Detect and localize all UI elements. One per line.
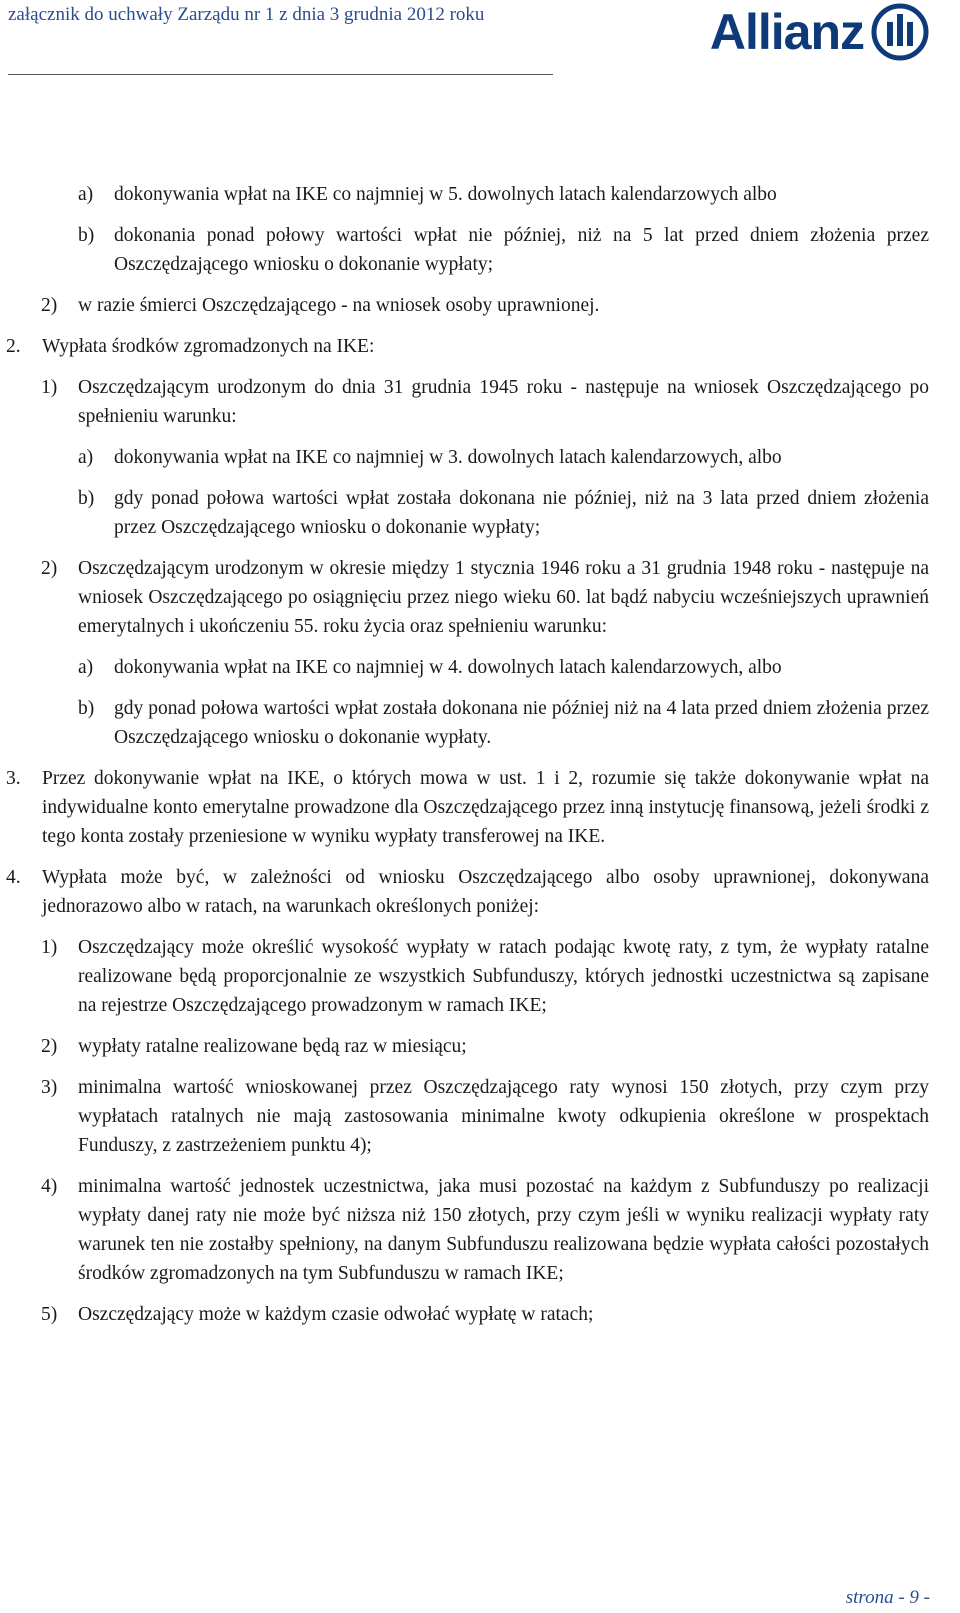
- item-number: 2): [41, 558, 58, 579]
- list-item: [0, 1300, 929, 1329]
- item-number: b): [78, 698, 95, 719]
- item-text: dokonywania wpłat na IKE co najmniej w 5. dowolnych latach kalendarzowych albo: [114, 184, 777, 205]
- item-text: Wypłata może być, w zależności od wniosku Oszczędzającego albo osoby uprawnionej, dokonywana jednorazowo albo w ratach, na warunkach określonych poniżej:: [42, 867, 929, 917]
- list-item: [0, 443, 929, 472]
- item-number: 5): [41, 1304, 58, 1325]
- item-number: 1): [41, 937, 58, 958]
- item-number: 3.: [6, 768, 21, 789]
- list-item: [0, 1032, 929, 1061]
- item-text: Wypłata środków zgromadzonych na IKE:: [42, 336, 375, 357]
- list-item: [0, 180, 929, 209]
- logo-text: Allianz: [709, 4, 864, 60]
- item-text: minimalna wartość wnioskowanej przez Oszczędzającego raty wynosi 150 złotych, przy czym przy wypłatach ratalnych nie mają zastosowania minimalne kwoty odkupienia określone w prospektach Funduszy, z zastrzeżeniem punktu 4);: [78, 1077, 929, 1156]
- list-item: [0, 484, 929, 542]
- allianz-eagle-icon: [870, 2, 930, 62]
- item-text: Przez dokonywanie wpłat na IKE, o których mowa w ust. 1 i 2, rozumie się także dokonywanie wpłat na indywidualne konto emerytalne prowadzone dla Oszczędzającego przez inną instytucję finansową, jeżeli środki z tego konta zostały przeniesione w wyniku wypłaty transferowej na IKE.: [42, 768, 929, 847]
- item-text: gdy ponad połowa wartości wpłat została dokonana nie później, niż na 3 lata przed dniem złożenia przez Oszczędzającego wniosku o dokonanie wypłaty;: [114, 488, 929, 538]
- item-number: 3): [41, 1077, 58, 1098]
- header-note: załącznik do uchwały Zarządu nr 1 z dnia 3 grudnia 2012 roku: [8, 4, 485, 25]
- item-number: 4.: [6, 867, 21, 888]
- page-number: strona - 9 -: [845, 1587, 930, 1608]
- list-item: [0, 653, 929, 682]
- list-item: [0, 1172, 929, 1288]
- item-text: Oszczędzający może w każdym czasie odwołać wypłatę w ratach;: [78, 1304, 594, 1325]
- item-number: b): [78, 225, 95, 246]
- item-number: 4): [41, 1176, 58, 1197]
- item-number: 2): [41, 295, 58, 316]
- item-text: dokonywania wpłat na IKE co najmniej w 3. dowolnych latach kalendarzowych, albo: [114, 447, 782, 468]
- item-text: Oszczędzającym urodzonym do dnia 31 grudnia 1945 roku - następuje na wniosek Oszczędzającego po spełnieniu warunku:: [78, 377, 929, 427]
- header-divider: [8, 74, 553, 75]
- item-number: 1): [41, 377, 58, 398]
- item-number: a): [78, 184, 94, 205]
- item-number: a): [78, 657, 94, 678]
- item-text: wypłaty ratalne realizowane będą raz w miesiącu;: [78, 1036, 467, 1057]
- item-text: w razie śmierci Oszczędzającego - na wniosek osoby uprawnionej.: [78, 295, 600, 316]
- item-number: b): [78, 488, 95, 509]
- list-item: [0, 554, 929, 641]
- list-item: [0, 764, 929, 851]
- item-text: Oszczędzającym urodzonym w okresie między 1 stycznia 1946 roku a 31 grudnia 1948 roku - następuje na wniosek Oszczędzającego po osiągnięciu przez niego wieku 60. lat bądź nabyciu wcześniejszych uprawnień emerytalnych i ukończeniu 55. roku życia oraz spełnieniu warunku:: [78, 558, 929, 637]
- list-item: [0, 221, 929, 279]
- list-item: [0, 1073, 929, 1160]
- list-item: [0, 863, 929, 921]
- list-item: [0, 291, 929, 320]
- document-body: [0, 180, 960, 1329]
- item-text: dokonania ponad połowy wartości wpłat nie później, niż na 5 lat przed dniem złożenia przez Oszczędzającego wniosku o dokonanie wypłaty;: [114, 225, 929, 275]
- list-item: [0, 332, 929, 361]
- list-item: [0, 933, 929, 1020]
- allianz-logo: [710, 2, 930, 62]
- item-text: dokonywania wpłat na IKE co najmniej w 4. dowolnych latach kalendarzowych, albo: [114, 657, 782, 678]
- item-text: minimalna wartość jednostek uczestnictwa, jaka musi pozostać na każdym z Subfunduszy po realizacji wypłaty danej raty nie może być niższa niż 150 złotych, przy czym jeśli w wyniku realizacji wypłaty raty warunek ten nie zostałby spełniony, na danym Subfunduszu realizowana będzie wypłata całości pozostałych środków zgromadzonych na tym Subfunduszu w ramach IKE;: [78, 1176, 929, 1284]
- list-item: [0, 373, 929, 431]
- item-text: Oszczędzający może określić wysokość wypłaty w ratach podając kwotę raty, z tym, że wypłaty ratalne realizowane będą proporcjonalnie ze wszystkich Subfunduszy, których jednostki uczestnictwa są zapisane na rejestrze Oszczędzającego prowadzonym w ramach IKE;: [78, 937, 929, 1016]
- item-number: 2): [41, 1036, 58, 1057]
- list-item: [0, 694, 929, 752]
- item-number: a): [78, 447, 94, 468]
- item-text: gdy ponad połowa wartości wpłat została dokonana nie później niż na 4 lata przed dniem złożenia przez Oszczędzającego wniosku o dokonanie wypłaty.: [114, 698, 929, 748]
- item-number: 2.: [6, 336, 21, 357]
